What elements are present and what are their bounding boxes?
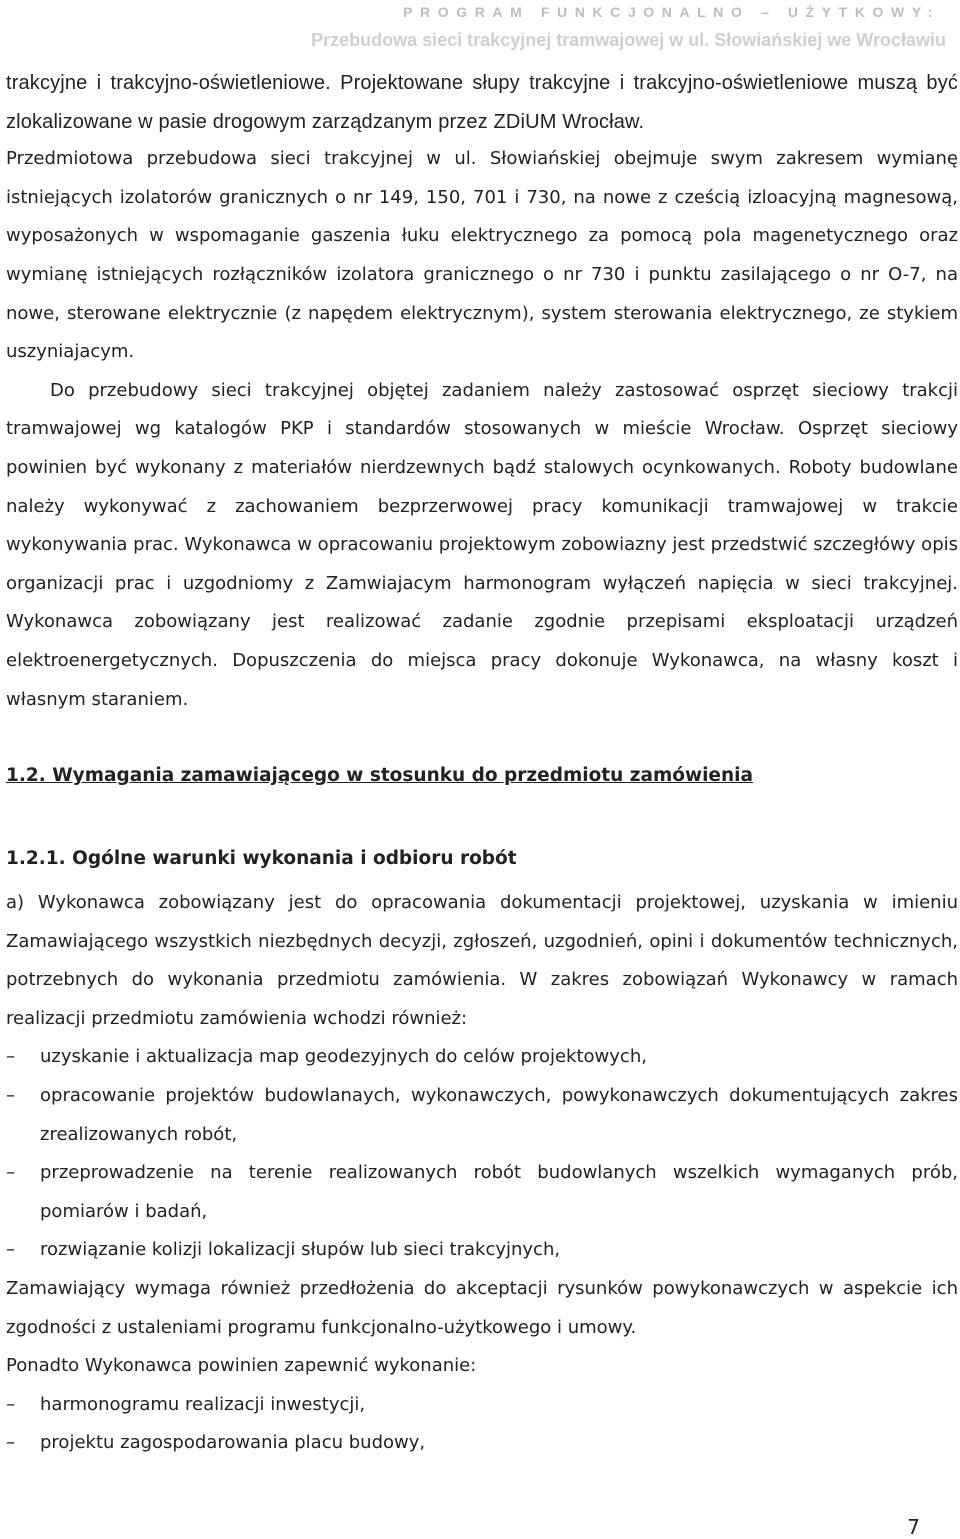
list-item-text: przeprowadzenie na terenie realizowanych robót budowlanych wszelkich wymaganych prób, pomiarów i badań, [40, 1162, 958, 1222]
paragraph-a: a) Wykonawca zobowiązany jest do opracowania dokumentacji projektowej, uzyskania w imieniu Zamawiającego wszystkich niezbędnych decyzji, zgłoszeń, uzgodnień, opini i dokumentów technicznych, potrzebnych do wykonania przedmiotu zamówienia. W zakres zobowiązań Wykonawcy w ramach realizacji przedmiotu zamówienia wchodzi również: [6, 892, 958, 1029]
list-dash: – [6, 1085, 15, 1107]
section-heading-1-2-1: 1.2.1. Ogólne warunki wykonania i odbioru robót [6, 848, 517, 870]
list-item-text: harmonogramu realizacji inwestycji, [40, 1393, 366, 1415]
list-dash: – [6, 1046, 15, 1068]
page-number: 7 [907, 1515, 920, 1539]
list-dash: – [6, 1432, 15, 1454]
list-item-text: opracowanie projektów budowlanaych, wykonawczych, powykonawczych dokumentujących zakres zrealizowanych robót, [40, 1085, 958, 1145]
list-item [6, 1077, 958, 1154]
page-header [0, 0, 960, 58]
paragraph-intro: trakcyjne i trakcyjno-oświetleniowe. Projektowane słupy trakcyjne i trakcyjno-oświetleniowe muszą być zlokalizowane w pasie drogowym zarządzanym przez ZDiUM Wrocław. [6, 72, 958, 133]
list-dash: – [6, 1393, 15, 1415]
list-item [6, 1038, 958, 1077]
paragraph-as-built: Zamawiający wymaga również przedłożenia do akceptacji rysunków powykonawczych w aspekcie ich zgodności z ustaleniami programu funkcjonalno-użytkowego i umowy. [6, 1278, 958, 1338]
list-item [6, 1424, 958, 1463]
list-dash: – [6, 1239, 15, 1261]
list-item [6, 1386, 958, 1425]
additional-list [6, 1386, 958, 1463]
list-item-text: rozwiązanie kolizji lokalizacji słupów lub sieci trakcyjnych, [40, 1239, 561, 1261]
list-item-text: projektu zagospodarowania placu budowy, [40, 1432, 426, 1454]
list-item-text: uzyskanie i aktualizacja map geodezyjnych do celów projektowych, [40, 1046, 647, 1068]
section-heading-1-2: 1.2. Wymagania zamawiającego w stosunku do przedmiotu zamówienia [6, 765, 753, 787]
paragraph-scope: Przedmiotowa przebudowa sieci trakcyjnej w ul. Słowiańskiej obejmuje swym zakresem wymianę istniejących izolatorów granicznych o nr 149, 150, 701 i 730, na nowe z cześcią izloacyjną magnesową, wyposażonych w wspomaganie gaszenia łuku elektrycznego za pomocą pola magenetycznego oraz wymianę istniejących rozłączników izolatora granicznego o nr 730 i punktu zasilającego o nr O-7, na nowe, sterowane elektrycznie (z napędem elektrycznym), system sterowania elektrycznego, ze stykiem uszyniajacym. [6, 148, 958, 363]
paragraph-additional: Ponadto Wykonawca powinien zapewnić wykonanie: [6, 1355, 477, 1377]
header-subtitle: Przebudowa sieci trakcyjnej tramwajowej w ul. Słowiańskiej we Wrocławiu [311, 30, 946, 50]
obligations-list [6, 1038, 958, 1270]
document-body [6, 64, 958, 1463]
list-item [6, 1231, 958, 1270]
paragraph-equipment: Do przebudowy sieci trakcyjnej objętej zadaniem należy zastosować osprzęt sieciowy trakcji tramwajowej wg katalogów PKP i standardów stosowanych w mieście Wrocław. Osprzęt sieciowy powinien być wykonany z materiałów nierdzewnych bądź stalowych ocynkowanych. Roboty budowlane należy wykonywać z zachowaniem bezprzerwowej pracy komunikacji tramwajowej w trakcie wykonywania prac. Wykonawca w opracowaniu projektowym zobowiazny jest przedstwić szczegłówy opis organizacji prac i uzgodniomy z Zamwiajacym harmonogram wyłączeń napięcia w sieci trakcyjnej. Wykonawca zobowiązany jest realizować zadanie zgodnie przepisami eksploatacji urządzeń elektroenergetycznych. Dopuszczenia do miejsca pracy dokonuje Wykonawca, na własny koszt i własnym staraniem. [6, 379, 958, 710]
list-dash: – [6, 1162, 15, 1184]
header-title: PROGRAM FUNKCJONALNO – UŻYTKOWY: [403, 4, 940, 20]
list-item [6, 1154, 958, 1231]
